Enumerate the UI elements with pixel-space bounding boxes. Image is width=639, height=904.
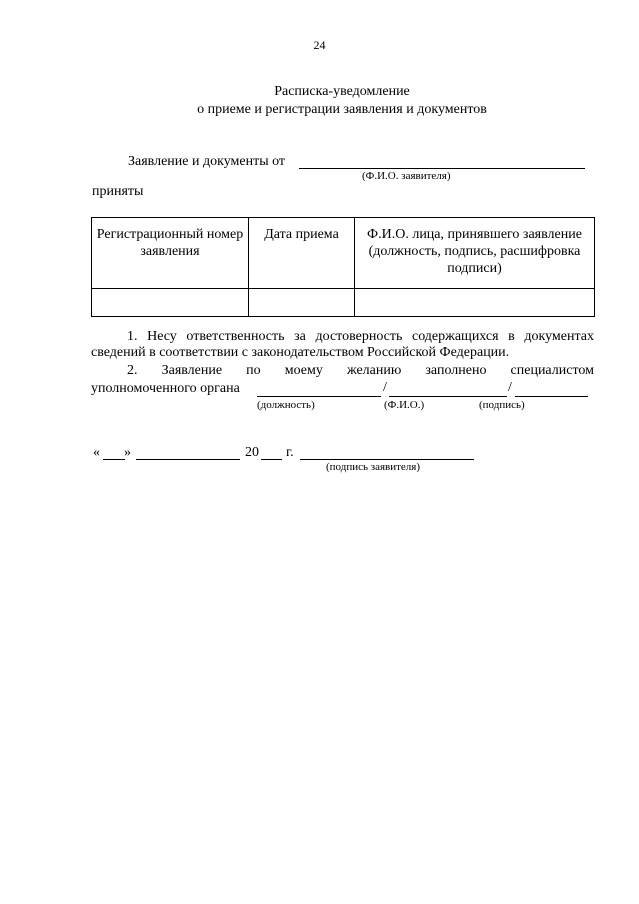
- table-row: [92, 289, 595, 317]
- date-open-quote: «: [93, 445, 100, 460]
- separator-slash: /: [383, 380, 387, 395]
- specialist-signature-field[interactable]: [515, 396, 588, 397]
- date-year-field[interactable]: [261, 459, 282, 460]
- document-subtitle: о приеме и регистрации заявления и документов: [197, 102, 487, 117]
- applicant-name-caption: (Ф.И.О. заявителя): [362, 170, 451, 182]
- date-day-field[interactable]: [103, 459, 125, 460]
- date-year-prefix: 20: [245, 445, 259, 460]
- page-number: 24: [313, 38, 326, 52]
- statement-2-line-2: уполномоченного органа: [91, 381, 240, 396]
- signature-caption: (подпись): [479, 399, 525, 411]
- document-title: Расписка-уведомление: [274, 84, 410, 99]
- specialist-name-field[interactable]: [389, 396, 507, 397]
- statement-2-line-1: 2. Заявление по моему желанию заполнено специалистом: [127, 363, 594, 378]
- header-receiver-name: Ф.И.О. лица, принявшего заявление (должность, подпись, расшифровка подписи): [355, 218, 595, 289]
- applicant-label: Заявление и документы от: [128, 154, 286, 169]
- applicant-name-field[interactable]: [299, 168, 585, 169]
- applicant-signature-caption: (подпись заявителя): [326, 461, 421, 473]
- accepted-label: приняты: [92, 184, 144, 199]
- specialist-position-field[interactable]: [257, 396, 381, 397]
- date-close-quote: »: [124, 445, 131, 460]
- date-month-field[interactable]: [136, 459, 240, 460]
- separator-slash: /: [508, 380, 512, 395]
- applicant-signature-field[interactable]: [300, 459, 474, 460]
- registration-table: [91, 217, 595, 317]
- statement-1-line-1: 1. Несу ответственность за достоверность содержащихся в документах: [127, 329, 594, 344]
- cell-receiver-name[interactable]: [355, 289, 595, 317]
- position-caption: (должность): [257, 399, 315, 411]
- table-header-row: [92, 218, 595, 289]
- cell-registration-number[interactable]: [92, 289, 249, 317]
- header-acceptance-date: Дата приема: [249, 218, 355, 289]
- date-year-suffix: г.: [286, 445, 294, 460]
- cell-acceptance-date[interactable]: [249, 289, 355, 317]
- statement-1-line-2: сведений в соответствии с законодательством Российской Федерации.: [91, 345, 510, 360]
- header-registration-number: Регистрационный номер заявления: [92, 218, 249, 289]
- fio-caption: (Ф.И.О.): [384, 399, 425, 411]
